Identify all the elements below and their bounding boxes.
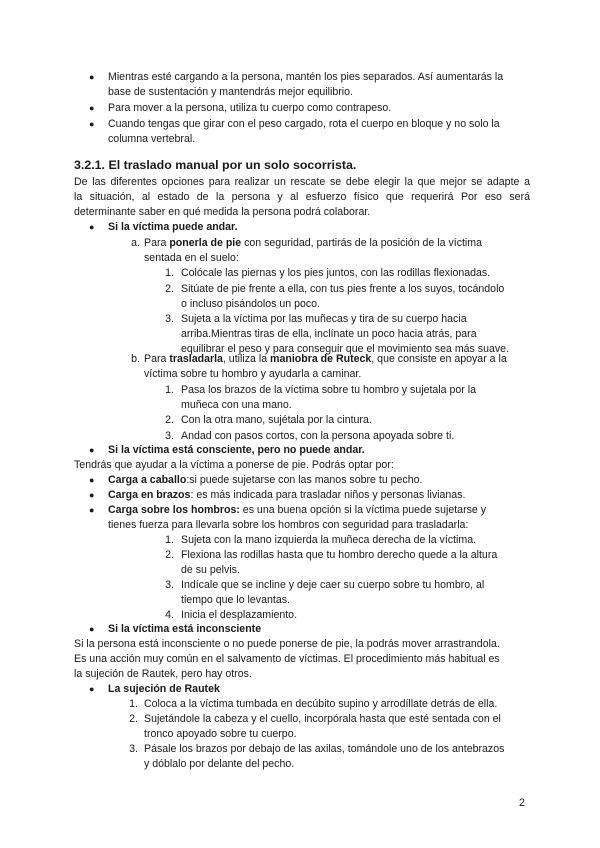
rautek-step-2-line-1: Sujetándole la cabeza y el cuello, incorpórala hasta que esté sentada con el <box>144 713 501 725</box>
carry-shoulders-line-2: tienes fuerza para llevarla sobre los hombros con seguridad para trasladarla: <box>108 519 469 531</box>
shoulder-step-1-number: 1. <box>165 534 174 546</box>
unconscious-text-line-1: Si la persona está inconsciente o no puede ponerse de pie, la podrás mover arrastrandola. <box>74 638 500 650</box>
bullet-icon: ● <box>89 119 95 129</box>
section-intro-line-3: determinante saber en qué medida la persona podrá colaborar. <box>74 206 371 218</box>
sub-b-step-3: Andad con pasos cortos, con la persona apoyada sobre ti. <box>181 430 455 442</box>
sub-a-step-1: Colócale las piernas y los pies juntos, con las rodillas flexionadas. <box>181 267 491 279</box>
sub-a-step-3-line-3: equilibrar el peso y para conseguir que el movimiento sea más suave. <box>181 343 509 355</box>
sub-a-line-1 <box>144 236 482 250</box>
sub-a-step-2-line-1: Sitúate de pie frente a ella, con tus pies frente a los suyos, tocándolo <box>181 283 505 295</box>
sub-a-step-3-line-2: arriba.Mientras tiras de ella, inclínate un poco hacia atrás, para <box>181 328 477 340</box>
intro-bullet-1-line-1: Mientras esté cargando a la persona, mantén los pies separados. Así aumentarás la <box>108 71 504 83</box>
sub-b-line-1 <box>144 352 507 366</box>
rautek-step-2-line-2: tronco apoyado sobre tu cuerpo. <box>144 728 297 740</box>
rautek-step-3-line-1: Pásale los brazos por debajo de las axilas, tomándole uno de los antebrazos <box>144 743 505 755</box>
intro-bullet-3-line-1: Cuando tengas que girar con el peso cargado, rota el cuerpo en bloque y no solo la <box>108 118 500 130</box>
case-conscious: Si la víctima está consciente, pero no puede andar. <box>108 444 365 456</box>
sub-b-step-2-number: 2. <box>165 414 174 426</box>
carry-horse-label: Carga a caballo <box>108 474 187 486</box>
sub-a-step-2-line-2: o incluso pisándolos un poco. <box>181 298 320 310</box>
unconscious-text-line-3: la sujeción de Rautek, pero hay otros. <box>74 668 252 680</box>
shoulder-step-3-line-2: tiempo que lo levantas. <box>181 594 290 606</box>
sub-a-step-2-number: 2. <box>165 283 174 295</box>
case-can-walk: Si la víctima puede andar. <box>108 221 238 233</box>
bullet-icon: ● <box>89 72 95 82</box>
sub-a-line-2: sentada en el suelo: <box>144 252 239 264</box>
intro-bullet-3-line-2: columna vertebral. <box>108 133 196 145</box>
sub-b-marker: b. <box>131 353 140 365</box>
sub-b-step-1-number: 1. <box>165 384 174 396</box>
bullet-icon: ● <box>89 684 95 694</box>
sub-b-bold-2: maniobra de Ruteck <box>270 353 372 365</box>
rautek-step-1: Coloca a la víctima tumbada en decúbito supino y arrodíllate detrás de ella. <box>144 698 498 710</box>
intro-bullet-1-line-2: base de sustentación y mantendrás mejor equilibrio. <box>108 86 353 98</box>
rautek-step-1-number: 1. <box>129 698 138 710</box>
section-intro-line-1: De las diferentes opciones para realizar un rescate se debe elegir la que mejor se adapte a <box>74 176 530 188</box>
intro-bullet-2: Para mover a la persona, utiliza tu cuerpo como contrapeso. <box>108 102 392 114</box>
shoulder-step-2-number: 2. <box>165 549 174 561</box>
sub-a-step-3-line-1: Sujeta a la víctima por las muñecas y tira de su cuerpo hacia <box>181 313 467 325</box>
carry-arms <box>108 488 465 502</box>
rautek-title: La sujeción de Rautek <box>108 683 220 695</box>
sub-b-line-2: víctima sobre tu hombro y ayudarla a caminar. <box>144 368 362 380</box>
sub-b-bold-1: trasladarla <box>169 353 223 365</box>
unconscious-text-line-2: Es una acción muy común en el salvamento de víctimas. El procedimiento más habitual es <box>74 653 500 665</box>
carry-arms-label: Carga en brazos <box>108 489 191 501</box>
sub-a-post: con seguridad, partirás de la posición de la víctima <box>241 237 482 249</box>
carry-arms-text: : es más indicada para trasladar niños y personas livianas. <box>190 489 466 501</box>
shoulder-step-1: Sujeta con la mano izquierda la muñeca derecha de la víctima. <box>181 534 477 546</box>
carry-shoulders-text: es una buena opción si la víctima puede sujetarse y <box>239 504 487 516</box>
bullet-icon: ● <box>89 624 95 634</box>
sub-b-step-1-line-2: muñeca con una mano. <box>181 399 292 411</box>
bullet-icon: ● <box>89 505 95 515</box>
sub-b-post: , que consiste en apoyar a la <box>371 353 507 365</box>
sub-b-step-3-number: 3. <box>165 430 174 442</box>
carry-shoulders-label: Carga sobre los hombros: <box>108 504 240 516</box>
shoulder-step-4-number: 4. <box>165 609 174 621</box>
sub-b-mid: , utiliza la <box>222 353 271 365</box>
sub-b-step-1-line-1: Pasa los brazos de la víctima sobre tu hombro y sujetala por la <box>181 384 477 396</box>
sub-a-marker: a. <box>131 237 140 249</box>
conscious-intro: Tendrás que ayudar a la víctima a ponerse de pie. Podrás optar por: <box>74 459 394 471</box>
shoulder-step-4: Inicia el desplazamiento. <box>181 609 298 621</box>
section-intro-line-2: la situación, al estado de la persona y al esfuerzo físico que requerirá Por eso será <box>74 191 530 203</box>
sub-b-step-2: Con la otra mano, sujétala por la cintura. <box>181 414 372 426</box>
shoulder-step-3-line-1: Indícale que se incline y deje caer su cuerpo sobre tu hombro, al <box>181 579 485 591</box>
shoulder-step-2-line-2: de su pelvis. <box>181 564 240 576</box>
bullet-icon: ● <box>89 445 95 455</box>
rautek-step-2-number: 2. <box>129 713 138 725</box>
case-unconscious: Si la víctima está inconsciente <box>108 623 262 635</box>
page-number: 2 <box>519 797 525 809</box>
sub-a-pre: Para <box>144 237 170 249</box>
sub-a-bold: ponerla de pie <box>169 237 242 249</box>
carry-horse <box>108 473 422 487</box>
bullet-icon: ● <box>89 490 95 500</box>
sub-a-step-1-number: 1. <box>165 267 174 279</box>
carry-horse-text: :si puede sujetarse con las manos sobre tu pecho. <box>186 474 423 486</box>
bullet-icon: ● <box>89 475 95 485</box>
carry-shoulders <box>108 503 486 517</box>
rautek-step-3-line-2: y dóblalo por delante del pecho. <box>144 758 295 770</box>
bullet-icon: ● <box>89 222 95 232</box>
section-title: 3.2.1. El traslado manual por un solo socorrista. <box>74 158 357 172</box>
shoulder-step-2-line-1: Flexiona las rodillas hasta que tu hombro derecho quede a la altura <box>181 549 498 561</box>
sub-b-pre: Para <box>144 353 170 365</box>
shoulder-step-3-number: 3. <box>165 579 174 591</box>
sub-a-step-3-number: 3. <box>165 313 174 325</box>
bullet-icon: ● <box>89 103 95 113</box>
rautek-step-3-number: 3. <box>129 743 138 755</box>
